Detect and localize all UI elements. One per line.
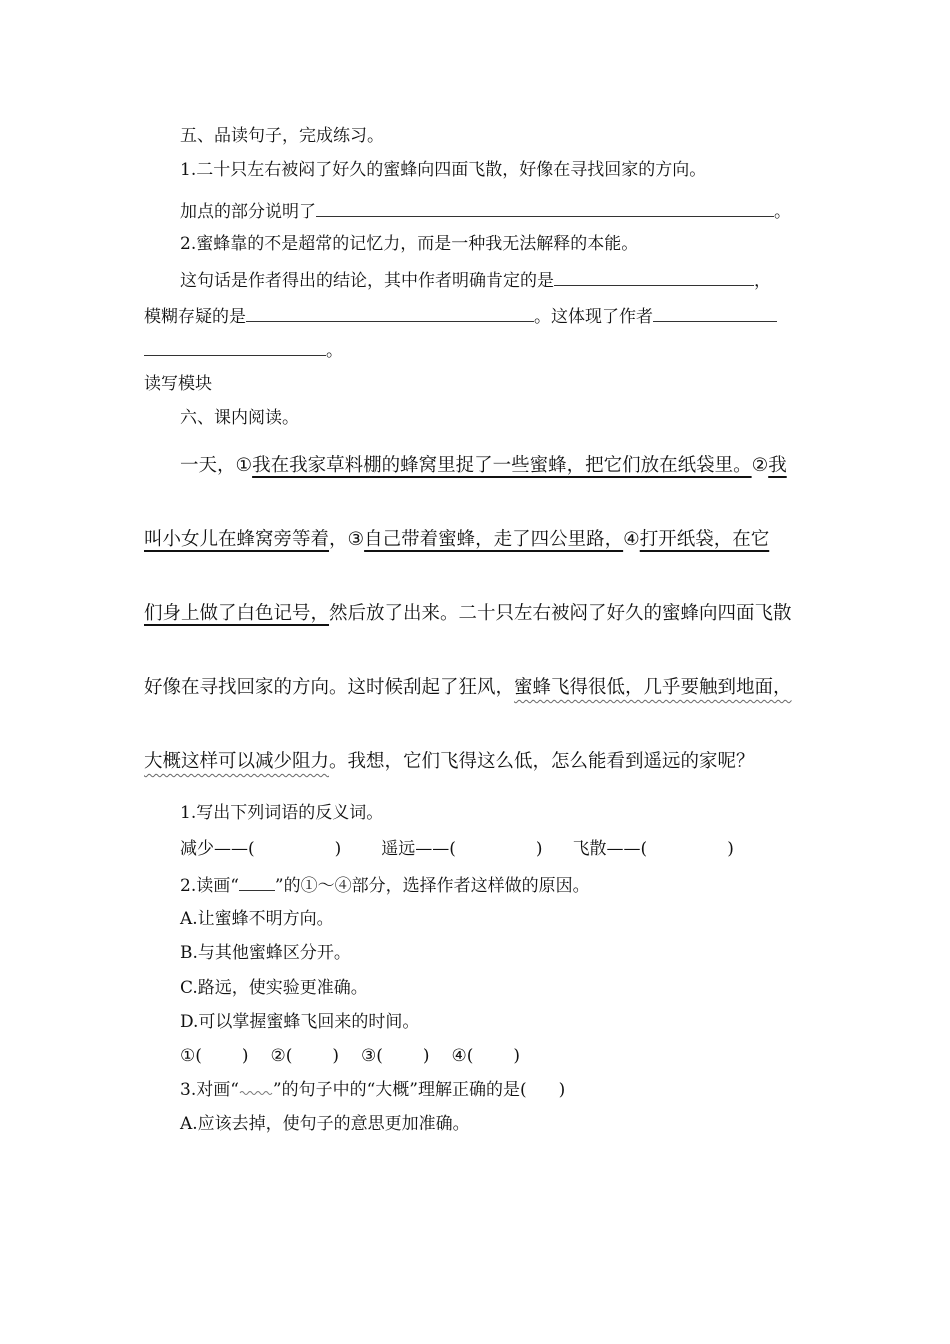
s5-q2-blank3[interactable] [653,303,777,322]
s5-q2-line2b: 。这体现了作者 [534,307,653,327]
s5-q2-line1-text: 这句话是作者得出的结论，其中作者明确肯定的是 [180,271,554,291]
s6-q2-ans2: ②( [270,1046,293,1066]
s6-q2-text [180,872,590,898]
passage-line-2 [144,528,769,552]
s5-q2-end: 。 [326,341,343,361]
passage-l3-b: 然后放了出来。二十只左右被闷了好久的蜜蜂向四面飞散 [329,603,792,624]
passage-l1-c: ② [751,455,769,476]
section5-heading: 五、品读句子，完成练习。 [180,126,384,146]
s6-q3-text-b: ”的句子中的“大概”理解正确的是( [272,1080,527,1100]
passage-wavy-1: 蜜蜂飞得很低，几乎要触到地面， [514,677,792,698]
passage-l1-a: 一天，① [180,455,253,476]
s6-q3-text-a: 3.对画“ [180,1080,239,1100]
passage-l2-d: ④ [623,529,640,550]
s6-q2-ans3-close: ) [422,1046,430,1066]
s5-q2-comma: ， [754,271,771,291]
section6-heading: 六、课内阅读。 [180,408,299,428]
passage-underline-4a: 打开纸袋，在它 [639,529,770,550]
s6-q2-option-c: C.路远，使实验更准确。 [180,978,368,998]
s6-q1-close1: ) [334,839,342,859]
s5-q2-text: 2.蜜蜂靠的不是超常的记忆力，而是一种我无法解释的本能。 [180,234,639,254]
s6-q3-close: ) [558,1080,566,1100]
s6-q1-close3: ) [727,839,734,859]
s6-q2-ans4-close: ) [513,1046,521,1066]
passage-line-3 [144,602,792,626]
passage-underline-4b: 们身上做了白色记号， [144,603,330,624]
passage-l5-b: 。我想，它们飞得这么低，怎么能看到遥远的家呢？ [329,751,755,772]
s5-q1-end: 。 [774,202,791,222]
s6-q3-wavy-sample [239,1078,273,1092]
module-title: 读写模块 [144,374,212,394]
s5-q2-line2a: 模糊存疑的是 [144,307,246,327]
passage-l2-b: ，③ [329,529,365,550]
s5-q1-answer-line [180,198,791,224]
s6-q2-ans4: ④( [451,1046,474,1066]
s5-q2-line1 [180,267,771,293]
s5-q1-blank[interactable] [316,198,774,217]
s6-q1-words [180,837,734,861]
s5-q1-text: 1.二十只左右被闷了好久的蜜蜂向四面飞散，好像在寻找回家的方向。 [180,160,707,180]
passage-l4-a: 好像在寻找回家的方向。这时候刮起了狂风， [144,677,515,698]
passage-underline-2b: 叫小女儿在蜂窝旁等着 [144,529,330,550]
s5-q2-line3 [144,337,343,363]
s5-q2-blank2[interactable] [246,303,534,322]
passage-wavy-2: 大概这样可以减少阻力 [144,751,330,772]
s6-q2-underline-sample [239,872,275,891]
s5-q2-blank3-cont[interactable] [144,337,326,356]
passage-underline-1: 我在我家草料棚的蜂窝里捉了一些蜜蜂，把它们放在纸袋里。 [252,455,752,476]
s6-q2-answers [180,1044,520,1068]
s6-q2-ans1-close: ) [241,1046,249,1066]
s6-q3-text [180,1078,565,1102]
s6-q2-text-b: ”的①～④部分，选择作者这样做的原因。 [274,876,590,896]
s6-q1-text: 1.写出下列词语的反义词。 [180,803,384,823]
s6-q2-option-a: A.让蜜蜂不明方向。 [180,909,334,929]
s6-q2-ans1: ①( [180,1046,202,1066]
s6-q2-option-b: B.与其他蜜蜂区分开。 [180,943,351,963]
s6-q1-w2: 遥远——( [381,839,456,859]
s6-q3-option-a: A.应该去掉，使句子的意思更加准确。 [180,1114,470,1134]
passage-line-1 [180,454,787,478]
s6-q2-option-d: D.可以掌握蜜蜂飞回来的时间。 [180,1012,420,1032]
s6-q2-text-a: 2.读画“ [180,876,239,896]
s6-q1-w3: 飞散——( [572,839,648,859]
passage-line-5 [144,750,755,774]
passage-underline-2a: 我 [768,455,787,476]
s5-q1-prompt: 加点的部分说明了 [180,202,316,222]
s6-q2-ans3: ③( [361,1046,383,1066]
passage-underline-3: 自己带着蜜蜂，走了四公里路， [364,529,624,550]
s6-q1-w1: 减少——( [180,839,255,859]
s5-q2-blank1[interactable] [554,267,754,286]
s6-q2-ans2-close: ) [332,1046,340,1066]
passage-line-4 [144,676,792,700]
s6-q1-close2: ) [535,839,543,859]
s5-q2-line2 [144,303,777,329]
